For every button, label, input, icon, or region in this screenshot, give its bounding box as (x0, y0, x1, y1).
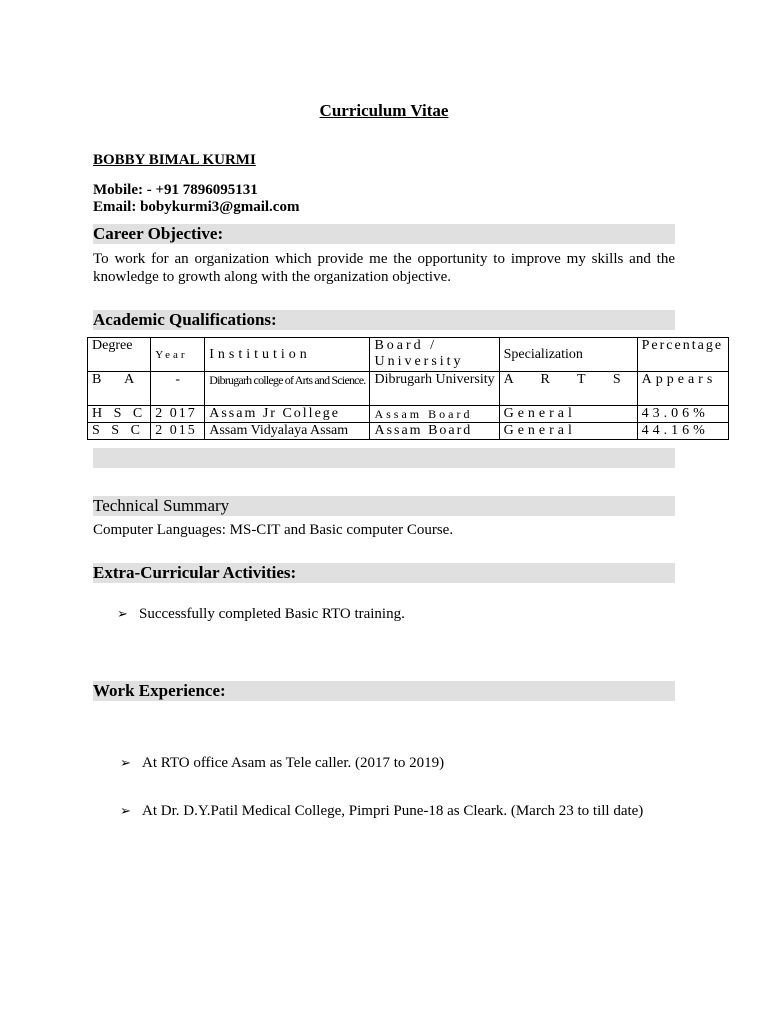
cell-percentage: 44.16% (637, 423, 728, 440)
candidate-name: BOBBY BIMAL KURMI (93, 152, 256, 168)
cell-year: - (151, 372, 205, 406)
cell-board: Assam Board (370, 406, 499, 423)
cell-percentage: Appears (637, 372, 728, 406)
header-percentage: Percentage (637, 338, 728, 372)
header-specialization: Specialization (499, 338, 637, 372)
list-item: ➢ At Dr. D.Y.Patil Medical College, Pimpri Pune-18 as Cleark. (March 23 to till date) (120, 803, 644, 819)
arrow-bullet-icon: ➢ (120, 803, 131, 818)
career-objective-text: To work for an organization which provide me the opportunity to improve my skills and the knowledge to growth along with the organization objective. (93, 251, 675, 285)
cell-year: 2 015 (151, 423, 205, 440)
academic-table (87, 337, 729, 440)
mobile-number: Mobile: - +91 7896095131 (93, 182, 258, 198)
cell-institution: Dibrugarh college of Arts and Science. (205, 372, 370, 406)
header-board-university: Board / University (370, 338, 499, 372)
list-item: ➢ At RTO office Asam as Tele caller. (2017 to 2019) (120, 755, 445, 771)
cell-degree: H S C (88, 406, 151, 423)
cell-institution: Assam Jr College (205, 406, 370, 423)
technical-summary-heading: Technical Summary (93, 496, 675, 516)
cell-specialization: A R T S (499, 372, 637, 406)
cell-percentage: 43.06% (637, 406, 728, 423)
header-degree: Degree (88, 338, 151, 372)
document-title: Curriculum Vitae (319, 101, 449, 120)
blank-shaded-bar (93, 448, 675, 468)
table-row (88, 372, 729, 406)
technical-summary-text: Computer Languages: MS-CIT and Basic computer Course. (93, 522, 454, 538)
cell-specialization: General (499, 406, 637, 423)
header-year: Year (151, 338, 205, 372)
career-objective-heading: Career Objective: (93, 224, 675, 244)
extra-curricular-heading: Extra-Curricular Activities: (93, 563, 675, 583)
header-institution: Institution (205, 338, 370, 372)
cell-institution: Assam Vidyalaya Assam (205, 423, 370, 440)
table-row (88, 406, 729, 423)
cell-degree: S S C (88, 423, 151, 440)
cell-board: Dibrugarh University (370, 372, 499, 406)
cell-specialization: General (499, 423, 637, 440)
table-row (88, 423, 729, 440)
cell-year: 2 017 (151, 406, 205, 423)
arrow-bullet-icon: ➢ (117, 606, 128, 621)
academic-qualifications-heading: Academic Qualifications: (93, 310, 675, 330)
list-item: ➢ Successfully completed Basic RTO training. (117, 606, 405, 622)
cell-board: Assam Board (370, 423, 499, 440)
table-header-row (88, 338, 729, 372)
work-experience-heading: Work Experience: (93, 681, 675, 701)
email-address: Email: bobykurmi3@gmail.com (93, 199, 300, 215)
arrow-bullet-icon: ➢ (120, 755, 131, 770)
cell-degree: B A (88, 372, 151, 406)
